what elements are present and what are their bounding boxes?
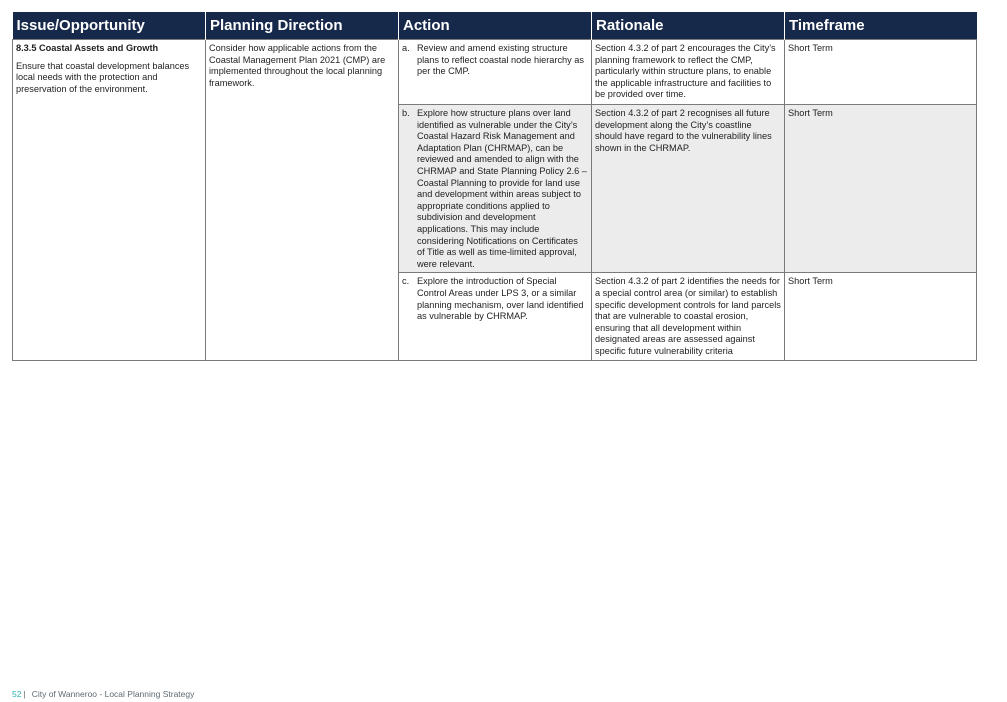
header-timeframe: Timeframe [785,12,977,40]
rationale-cell: Section 4.3.2 of part 2 recognises all future development along the City’s coastline should have regard to the vulnerability lines shown in the CHRMAP. [592,105,785,273]
planning-direction-cell: Consider how applicable actions from the Coastal Management Plan 2021 (CMP) are implemented throughout the local planning framework. [206,40,399,361]
action-text: Explore the introduction of Special Control Areas under LPS 3, or a similar planning mechanism, over land identified as vulnerable by CHRMAP. [417,276,584,322]
rationale-cell: Section 4.3.2 of part 2 encourages the City’s planning framework to reflect the CMP, particularly within structure plans, to enable the applicable infrastructure and facilities to be provided over time. [592,40,785,105]
action-text: Review and amend existing structure plans to reflect coastal node hierarchy as per the CMP. [417,43,584,77]
footer-separator: | [23,689,26,699]
action-letter: b. [402,108,410,118]
header-rationale: Rationale [592,12,785,40]
action-letter: a. [402,43,410,53]
page-footer [12,689,194,699]
action-letter: c. [402,276,410,287]
table-header-row [13,12,977,40]
timeframe-cell: Short Term [785,40,977,105]
header-action: Action [399,12,592,40]
action-cell [399,273,592,361]
rationale-cell: Section 4.3.2 of part 2 identifies the needs for a special control area (or similar) to establish specific development controls for land parcels that are vulnerable to coastal erosion, ensuring that all development within designated areas are assessed against specific future vulnerability criteria [592,273,785,361]
timeframe-cell: Short Term [785,273,977,361]
issue-cell [13,40,206,361]
issue-title: 8.3.5 Coastal Assets and Growth [16,43,159,53]
action-cell [399,105,592,273]
strategy-table [12,12,977,361]
header-planning-direction: Planning Direction [206,12,399,40]
action-text: Explore how structure plans over land identified as vulnerable under the City’s Coastal Hazard Risk Management and Adaptation Plan (CHRMAP), can be reviewed and amended to align with the CHRMAP and State Planning Policy 2.6 – Coastal Planning to provide for land use and development within areas subject to appropriate conditions applied to subdivision and development applications. This may include considering Notifications on Certificates of Title as well as time-limited approval, were relevant. [417,108,587,269]
issue-description: Ensure that coastal development balances local needs with the protection and preservation of the environment. [16,60,190,94]
header-issue-opportunity: Issue/Opportunity [13,12,206,40]
document-title: City of Wanneroo - Local Planning Strategy [31,689,195,699]
page-number: 52 [12,689,22,699]
timeframe-cell: Short Term [785,105,977,273]
action-cell [399,40,592,105]
table-row [13,40,977,105]
